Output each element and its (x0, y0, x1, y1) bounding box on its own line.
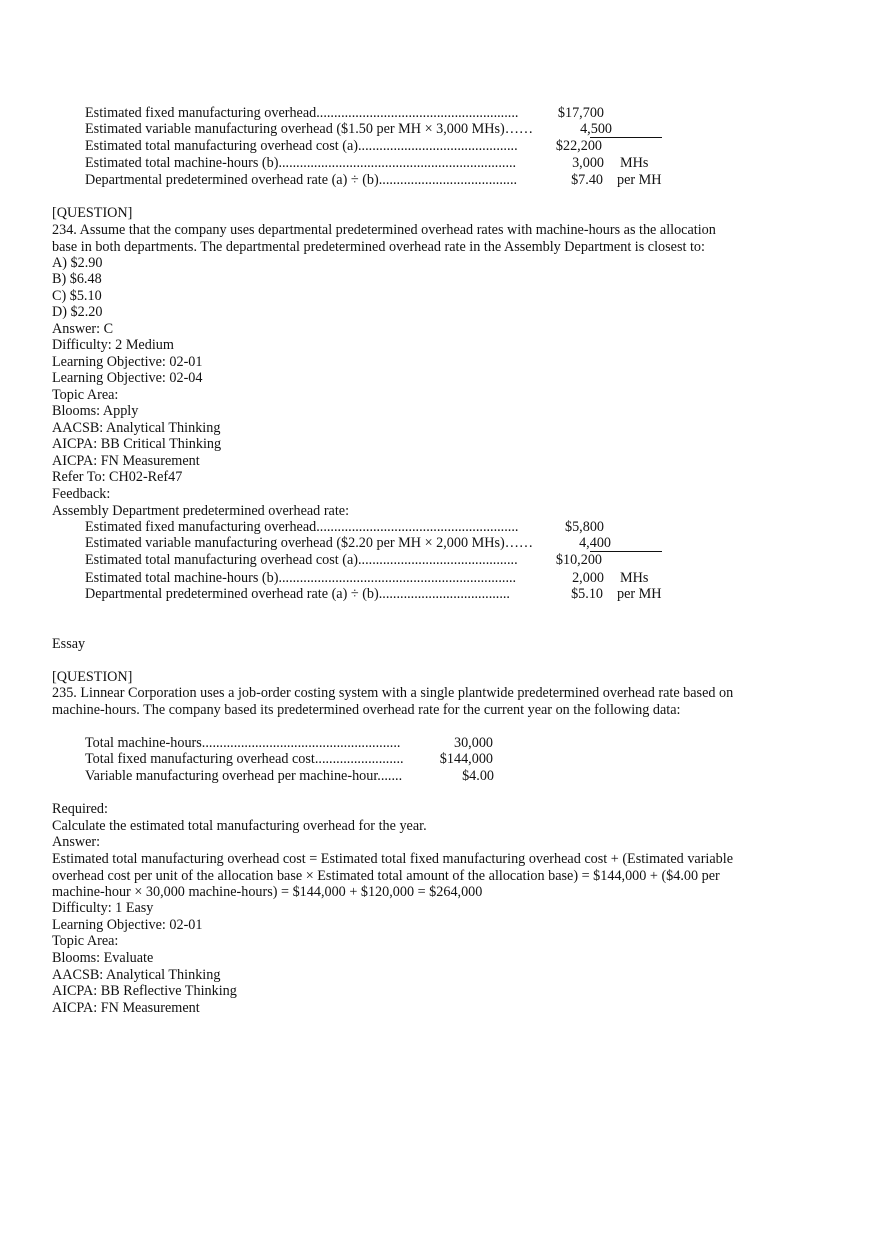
aicpa: AICPA: FN Measurement (52, 1000, 200, 1016)
question-text: 235. Linnear Corporation uses a job-order costing system with a single plantwide predetermined overhead rate based on machine-hours. The company based its predetermined overhead rate for the current year on the following data: (52, 685, 734, 718)
option-d: D) $2.20 (52, 304, 103, 320)
table2-row-value: $5.10 (571, 586, 603, 602)
data-row-value: 30,000 (453, 735, 493, 751)
option-b: B) $6.48 (52, 271, 102, 287)
table1-row-unit: per MH (617, 172, 662, 188)
table1-row-value: 3,000 (572, 155, 604, 171)
answer-label: Answer: (52, 834, 101, 850)
answer: Answer: C (52, 321, 114, 337)
topic-area: Topic Area: (52, 933, 119, 949)
feedback-heading: Assembly Department predetermined overhead rate: (52, 503, 350, 519)
aicpa: AICPA: FN Measurement (52, 453, 200, 469)
table2-row-label: Estimated total machine-hours (b)................................................................... (85, 570, 517, 586)
table1-row-unit: MHs (620, 155, 649, 171)
required-text: Calculate the estimated total manufacturing overhead for the year. (52, 818, 427, 834)
difficulty: Difficulty: 2 Medium (52, 337, 174, 353)
table2-row-value: $10,200 (555, 552, 602, 568)
difficulty: Difficulty: 1 Easy (52, 900, 154, 916)
table2-row-label: Estimated variable manufacturing overhead ($2.20 per MH × 2,000 MHs)…… (85, 535, 534, 551)
table1-row-label: Estimated fixed manufacturing overhead......................................................... (85, 105, 519, 121)
table2-row-label: Departmental predetermined overhead rate (a) ÷ (b)..................................... (85, 586, 510, 602)
section-heading: Essay (52, 636, 86, 652)
feedback-label: Feedback: (52, 486, 111, 502)
aicpa: AICPA: BB Reflective Thinking (52, 983, 237, 999)
data-row-label: Total machine-hours........................................................ (85, 735, 401, 751)
table1-row-label: Departmental predetermined overhead rate (a) ÷ (b)....................................... (85, 172, 518, 188)
table1-row-label: Estimated total machine-hours (b)................................................................... (85, 155, 517, 171)
blooms: Blooms: Apply (52, 403, 139, 419)
learning-objective: Learning Objective: 02-04 (52, 370, 203, 386)
table1-row-value: 4,500 (580, 121, 612, 137)
data-row-value: $144,000 (439, 751, 493, 767)
table1-row-value: $22,200 (555, 138, 602, 154)
refer-to: Refer To: CH02-Ref47 (52, 469, 183, 485)
data-row-label: Variable manufacturing overhead per machine-hour....... (85, 768, 403, 784)
question-tag: [QUESTION] (52, 205, 133, 221)
learning-objective: Learning Objective: 02-01 (52, 354, 203, 370)
topic-area: Topic Area: (52, 387, 119, 403)
data-row-value: $4.00 (462, 768, 494, 784)
table2-row-value: $5,800 (564, 519, 604, 535)
table2-row-unit: MHs (620, 570, 649, 586)
table1-row-label: Estimated variable manufacturing overhead ($1.50 per MH × 3,000 MHs)…… (85, 121, 534, 137)
aicpa: AICPA: BB Critical Thinking (52, 436, 222, 452)
table2-row-unit: per MH (617, 586, 662, 602)
table2-row-value: 2,000 (572, 570, 604, 586)
table2-row-label: Estimated total manufacturing overhead cost (a)............................................. (85, 552, 518, 568)
answer-text: Estimated total manufacturing overhead cost = Estimated total fixed manufacturing overhead cost + (Estimated variable overhead cost per unit of the allocation base × Estimated total amount of the allocation base) = $144,000 + ($4.00 per machine-hour × 30,000 machine-hours) = $144,000 + $120,000 = $264,000 (52, 851, 734, 900)
table2-row-value: 4,400 (579, 535, 611, 551)
question-tag: [QUESTION] (52, 669, 133, 685)
table1-row-value: $17,700 (557, 105, 604, 121)
table1-row-label: Estimated total manufacturing overhead cost (a)............................................. (85, 138, 518, 154)
blooms: Blooms: Evaluate (52, 950, 154, 966)
option-c: C) $5.10 (52, 288, 102, 304)
required-label: Required: (52, 801, 108, 817)
table2-row-label: Estimated fixed manufacturing overhead......................................................... (85, 519, 519, 535)
question-text: 234. Assume that the company uses departmental predetermined overhead rates with machine-hours as the allocation base in both departments. The departmental predetermined overhead rate in the Assembly Department is closest to: (52, 222, 716, 255)
option-a: A) $2.90 (52, 255, 103, 271)
learning-objective: Learning Objective: 02-01 (52, 917, 203, 933)
table1-row-value: $7.40 (571, 172, 603, 188)
aacsb: AACSB: Analytical Thinking (52, 967, 221, 983)
data-row-label: Total fixed manufacturing overhead cost......................... (85, 751, 404, 767)
aacsb: AACSB: Analytical Thinking (52, 420, 221, 436)
